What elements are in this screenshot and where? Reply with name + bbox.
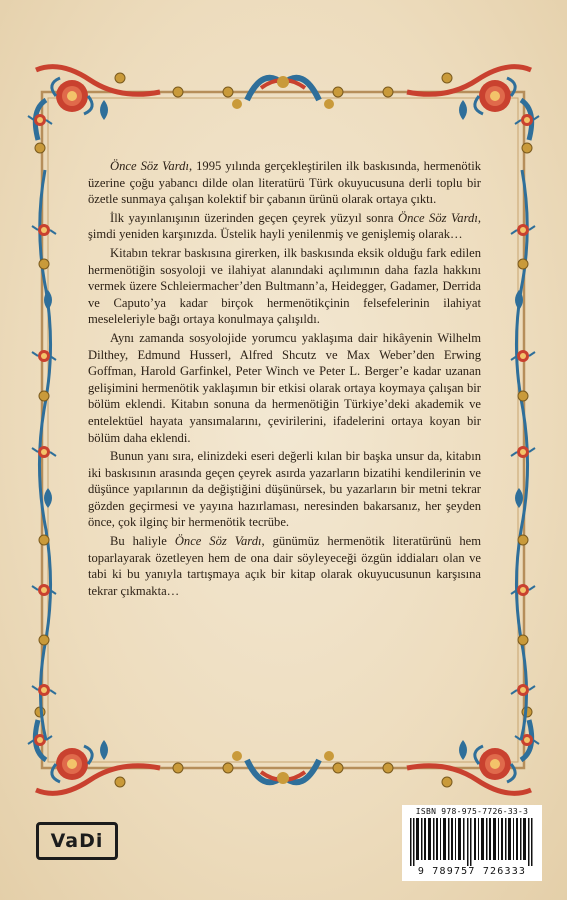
corner-ornament-bottom-right — [407, 707, 539, 793]
paragraph-3: Kitabın tekrar baskısına girerken, ilk baskısında eksik olduğu fark edilen hermenötiğin sosyoloji ve ilahiyat alanındaki açılımının daha fazla hakkını vermek üzere Schleiermacher’den Bultmann’a, Heidegger, Gadamer, Derrida ve Caputo’ya kadar birçok hermenötikçinin felsefelerinin ilahiyat meseleleriyle bağı ortaya konulmaya çalışıldı. — [88, 245, 481, 327]
back-cover-blurb — [88, 158, 481, 601]
publisher-logo: VaDi — [36, 822, 118, 860]
isbn-barcode — [402, 805, 542, 881]
barcode-bars — [410, 818, 534, 866]
paragraph-2: İlk yayınlanışının üzerinden geçen çeyrek yüzyıl sonra Önce Söz Vardı, şimdi yeniden karşınızda. Üstelik hayli yenilenmiş ve genişlemiş olarak… — [88, 210, 481, 242]
barcode-digits: 9 789757 726333 — [417, 866, 527, 877]
paragraph-1: Önce Söz Vardı, 1995 yılında gerçekleştirilen ilk baskısında, hermenötik üzerine çoğu yabancı dilde olan literatürü Türk okuyucusuna derli toplu bir özetle sunmaya çalışan kolektif bir çabanın ürünü olarak ortaya çıktı. — [88, 159, 482, 207]
left-vine-ornament — [32, 170, 56, 740]
isbn-label: ISBN 978-975-7726-33-3 — [415, 807, 529, 816]
book-title-italic: Önce Söz Vardı — [110, 159, 189, 173]
paragraph-5: Bunun yanı sıra, elinizdeki eseri değerli kılan bir başka unsur da, kitabın iki baskısının arasında geçen çeyrek asırda yazarların bizatihi kendilerinin ve düşünce yapılarının da değiştiğini düşünürsek, bu yazarların bir metni tekrar gözden geçirmesi ve yayına hazırlaması, neresinden bakarsanız, her şeyden önce, çok ilginç bir hermenötik tecrübe. — [88, 449, 481, 530]
book-title-italic: Önce Söz Vardı — [174, 534, 262, 549]
paragraph-6: Bu haliyle Önce Söz Vardı, günümüz hermenötik literatürünü hem toparlayarak özetleyen hem de ona dair söyleyeceği özgün iddiaları olan ve tabi ki bu yanıyla tartışmaya açık bir kitap olarak okuyucusunun karşısına tekrar çıkmakta… — [88, 534, 482, 598]
book-title-italic: Önce Söz Vardı — [398, 210, 478, 225]
corner-ornament-top-right — [407, 67, 539, 153]
paragraph-4: Aynı zamanda sosyolojide yorumcu yaklaşıma dair hikâyenin Wilhelm Dilthey, Edmund Husserl, Alfred Shcutz ve Max Weber’den Erwing Goffman, Harold Garfinkel, Peter Winch ve Peter L. Berger’e kadar uzanan gelişimini hermenötik yaklaşımın bir etkisi olarak ortaya koymaya çalışan bir bölüm eklendi. Kitabın sonuna da hermenötiğin Türkiye’deki akademik ve entelektüel hayata yansımalarını, çevirilerini, ifadelerini ortaya koyan bir bölüm daha eklendi. — [88, 330, 481, 445]
